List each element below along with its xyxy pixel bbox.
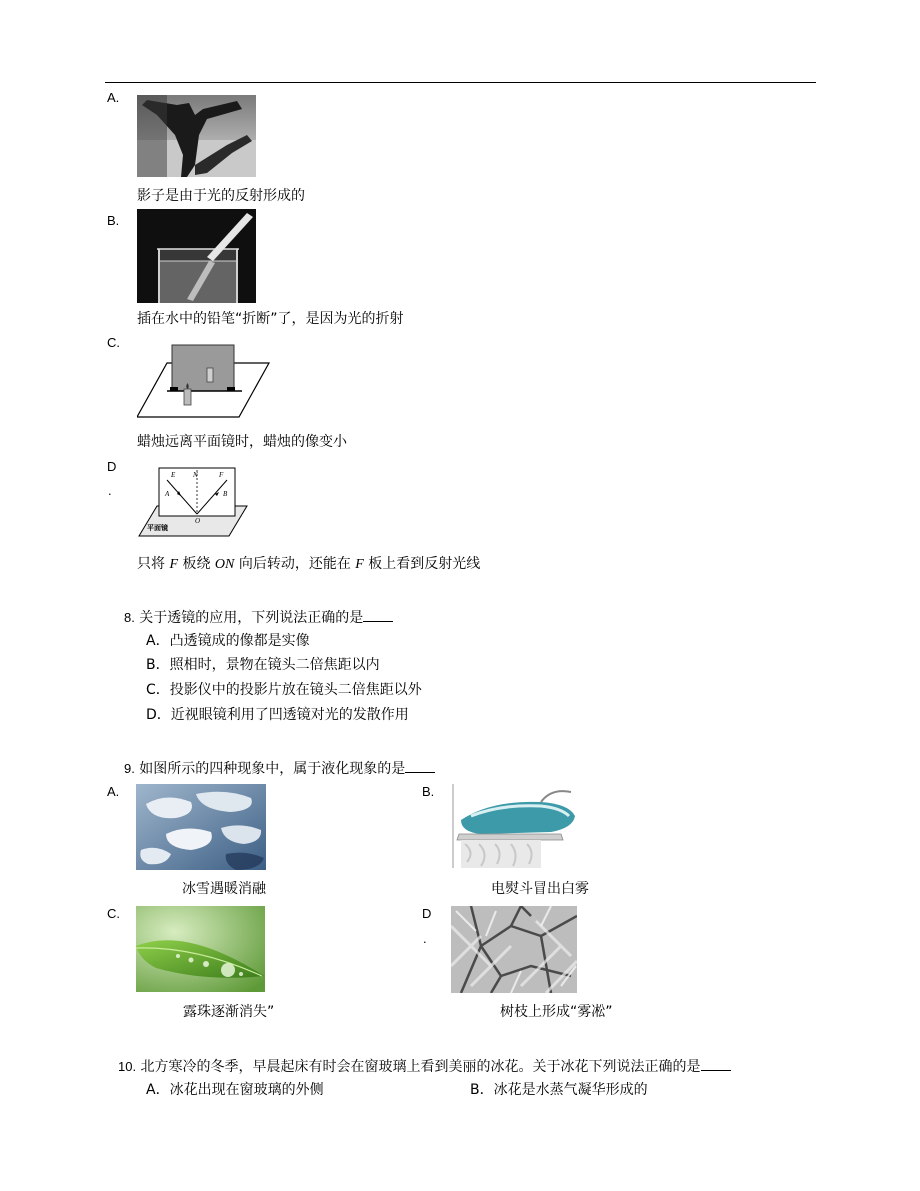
q9-option-b-caption: 电熨斗冒出白雾 — [491, 881, 589, 897]
q7-option-d-label: D — [107, 459, 117, 474]
q9-option-d-caption: 树枝上形成“雾凇” — [500, 1004, 613, 1020]
q7-option-d-text: 只将 F 板绕 ON 向后转动，还能在 F 板上看到反射光线 — [137, 556, 481, 572]
candle-mirror-diagram — [137, 343, 270, 420]
reflection-board-diagram — [137, 466, 248, 538]
steam-iron-photo — [451, 782, 577, 870]
q9-option-c-label: C. — [107, 906, 120, 921]
answer-blank — [405, 758, 435, 773]
answer-blank — [701, 1056, 731, 1071]
q9-option-c-caption: 露珠逐渐消失” — [183, 1004, 275, 1020]
q7-option-b-label: B. — [107, 213, 120, 228]
q9-stem: 9. 如图所示的四种现象中，属于液化现象的是 — [124, 758, 435, 778]
q8-option-b[interactable]: B．照相时，景物在镜头二倍焦距以内 — [146, 657, 380, 673]
label-o: O — [195, 517, 201, 525]
q8-stem: 8. 关于透镜的应用，下列说法正确的是 — [124, 607, 393, 627]
q10-option-a[interactable]: A．冰花出现在窗玻璃的外侧 — [146, 1082, 324, 1098]
q7-option-a-text: 影子是由于光的反射形成的 — [137, 188, 305, 204]
q10-option-b[interactable]: B．冰花是水蒸气凝华形成的 — [470, 1082, 648, 1098]
q7-option-a-label: A. — [107, 90, 120, 105]
header-rule — [105, 82, 816, 83]
q9-option-d-dot: . — [423, 931, 427, 946]
q7-option-d-dot: . — [108, 483, 112, 498]
q9-option-a-label: A. — [107, 784, 120, 799]
label-e: E — [171, 471, 176, 479]
label-b: B — [223, 490, 228, 498]
q7-option-c-text: 蜡烛远离平面镜时，蜡烛的像变小 — [137, 434, 347, 450]
q8-option-c[interactable]: C．投影仪中的投影片放在镜头二倍焦距以外 — [146, 682, 422, 698]
rime-branches-photo — [451, 906, 577, 993]
answer-blank — [363, 607, 393, 622]
label-a: A — [165, 490, 170, 498]
label-mirror: 平面镜 — [147, 524, 168, 532]
q9-option-b-label: B. — [422, 784, 435, 799]
q10-stem: 10. 北方寒冷的冬季，早晨起床有时会在窗玻璃上看到美丽的冰花。关于冰花下列说法正确的是 — [118, 1056, 731, 1076]
shadow-photo — [137, 95, 256, 177]
q7-option-b-text: 插在水中的铅笔“折断”了，是因为光的折射 — [137, 311, 404, 327]
label-f: F — [219, 471, 224, 479]
q8-option-d[interactable]: D．近视眼镜利用了凹透镜对光的发散作用 — [146, 707, 409, 723]
q9-option-a-caption: 冰雪遇暖消融 — [182, 881, 266, 897]
q9-option-d-label: D — [422, 906, 432, 921]
dew-leaf-photo — [136, 906, 265, 992]
q7-option-c-label: C. — [107, 335, 120, 350]
melting-ice-photo — [136, 784, 266, 870]
label-n: N — [193, 471, 198, 479]
pencil-in-water-photo — [137, 209, 256, 303]
q8-option-a[interactable]: A．凸透镜成的像都是实像 — [146, 633, 310, 649]
